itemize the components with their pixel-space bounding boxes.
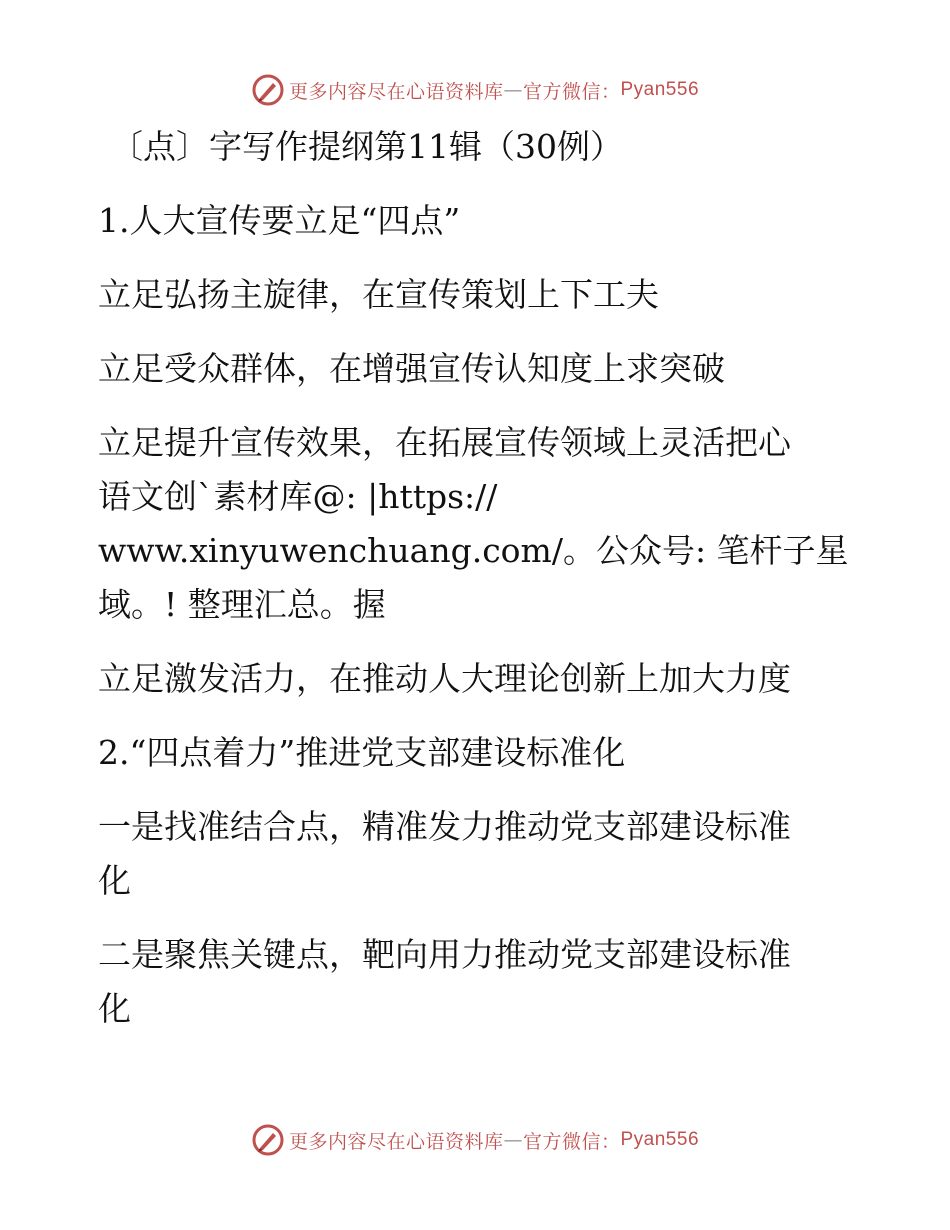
banner-wechat-label: 官方微信： <box>522 1130 621 1153</box>
text-line: 二是聚焦关键点，靶向用力推动党支部建设标准 <box>98 935 791 974</box>
banner-wechat-label: 官方微信： <box>522 80 621 103</box>
footer-banner <box>0 1120 950 1160</box>
banner-text: 更多内容尽在心语资料库 <box>288 1130 504 1153</box>
banner-dash: — <box>503 1129 523 1151</box>
header-banner <box>0 70 950 110</box>
section-heading-2: 2.“四点着力”推进党支部建设标准化 <box>98 733 626 772</box>
section-heading-1: 1.人大宣传要立足“四点” <box>98 201 461 240</box>
pen-logo-icon <box>251 73 285 107</box>
document-body <box>98 120 849 1056</box>
banner-text: 更多内容尽在心语资料库 <box>288 80 504 103</box>
text-line: 语文创`素材库@: |https:// <box>98 477 498 516</box>
banner-dash: — <box>503 79 523 101</box>
banner-account: Pyan556 <box>620 1129 700 1150</box>
text-line: 立足弘扬主旋律，在宣传策划上下工夫 <box>98 275 659 314</box>
text-line: 一是找准结合点，精准发力推动党支部建设标准 <box>98 807 791 846</box>
text-line: 化 <box>98 861 131 900</box>
document-title: 〔点〕字写作提纲第11辑（30例） <box>110 127 623 166</box>
text-line: www.xinyuwenchuang.com/。公众号: 笔杆子星 <box>98 531 849 570</box>
text-line: 立足提升宣传效果，在拓展宣传领域上灵活把心 <box>98 423 791 462</box>
text-line: 立足受众群体，在增强宣传认知度上求突破 <box>98 349 725 388</box>
pen-logo-icon <box>251 1123 285 1157</box>
text-line: 立足激发活力，在推动人大理论创新上加大力度 <box>98 659 791 698</box>
text-line: 化 <box>98 989 131 1028</box>
banner-account: Pyan556 <box>620 79 700 100</box>
text-line: 域。! 整理汇总。握 <box>98 585 386 624</box>
